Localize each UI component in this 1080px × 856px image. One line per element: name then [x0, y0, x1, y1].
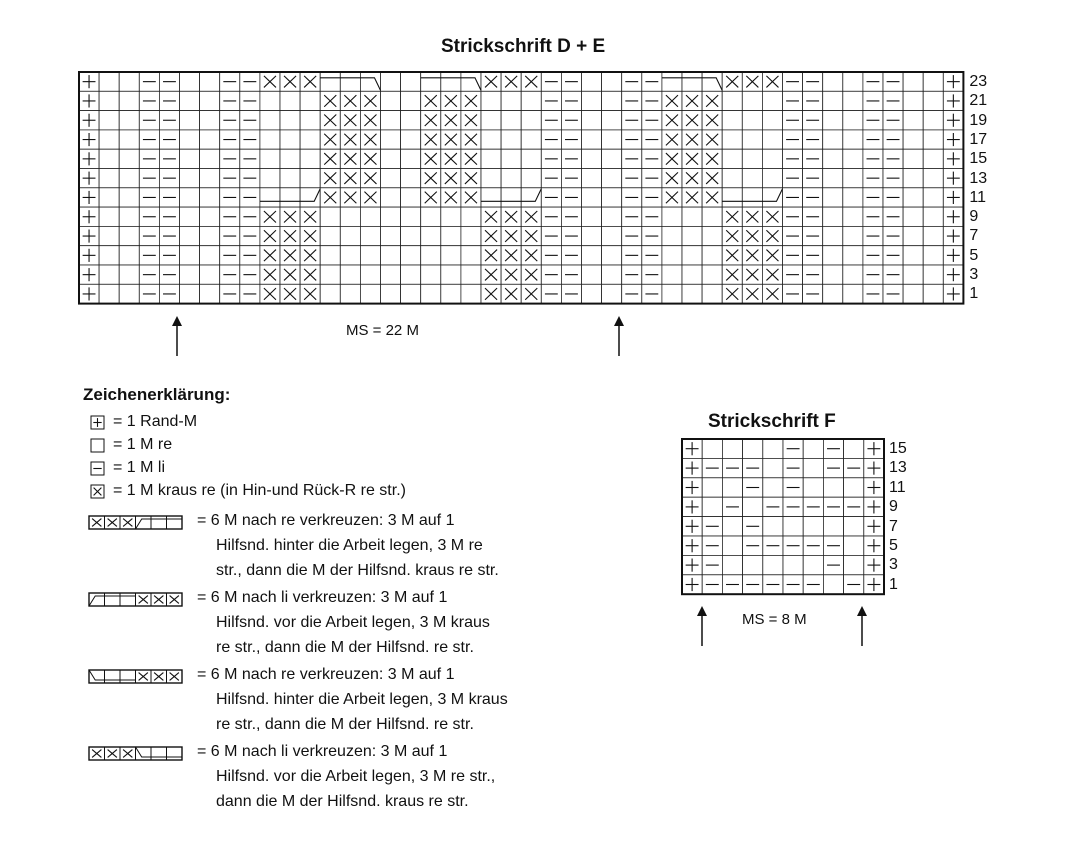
cable-right-garter-front-icon [89, 516, 182, 529]
chart-f-row-number: 5 [889, 537, 898, 554]
chart-d-row-number: 11 [969, 188, 986, 206]
chart-f-row-number: 11 [889, 478, 906, 496]
chart-d-row-number: 3 [969, 266, 979, 283]
legend-cable-text: = 6 M nach li verkreuzen: 3 M auf 1 [197, 589, 448, 606]
knit-stitch-icon [91, 439, 104, 452]
cable-right-plain-back-icon [89, 670, 182, 683]
legend-title: Zeichenerklärung: [83, 385, 231, 404]
chart-f-row-number: 13 [889, 459, 907, 477]
chart-d-row-number: 9 [969, 208, 979, 226]
chart-d-row-number: 19 [969, 111, 988, 129]
chart-d-row-number: 15 [969, 150, 988, 168]
legend-cable-text: Hilfsnd. vor die Arbeit legen, 3 M kraus [216, 614, 490, 631]
chart-d-row-number: 5 [969, 246, 979, 264]
legend-item-text: = 1 M re [113, 436, 173, 453]
legend-cable-text: str., dann die M der Hilfsnd. kraus re str. [216, 562, 499, 579]
chart-f-row-number: 15 [889, 440, 907, 457]
legend-cable-text: dann die M der Hilfsnd. kraus re str. [216, 793, 469, 810]
chart-d-row-number: 7 [969, 227, 979, 245]
chart-f-repeat-label: MS = 8 M [742, 611, 807, 628]
chart-d-row-number: 17 [969, 130, 988, 148]
chart-f-row-number: 1 [889, 575, 898, 593]
cable-left-plain-front-icon [89, 593, 182, 606]
legend-cable-text: re str., dann die M der Hilfsnd. re str. [216, 639, 474, 656]
chart-f-title: Strickschrift F [708, 411, 836, 432]
chart-d-row-number: 23 [969, 73, 988, 90]
legend-cable-text: Hilfsnd. hinter die Arbeit legen, 3 M kraus [216, 691, 508, 708]
legend-cable-text: = 6 M nach re verkreuzen: 3 M auf 1 [197, 512, 455, 529]
chart-f-row-number: 3 [889, 556, 898, 574]
chart-f-row-number: 7 [889, 517, 898, 535]
edge-stitch-icon [91, 416, 104, 429]
cable-left-garter-back-icon [89, 747, 182, 760]
chart-d-row-number: 1 [969, 285, 979, 303]
legend-item-text: = 1 M li [113, 459, 166, 476]
legend-item-text: = 1 M kraus re (in Hin-und Rück-R re str.) [113, 482, 406, 499]
chart-d-row-number: 21 [969, 92, 988, 110]
legend-cable-text: Hilfsnd. hinter die Arbeit legen, 3 M re [216, 537, 483, 554]
legend-cable-text: = 6 M nach re verkreuzen: 3 M auf 1 [197, 666, 455, 683]
legend-cable-text: Hilfsnd. vor die Arbeit legen, 3 M re str., [216, 768, 496, 785]
purl-stitch-icon [91, 462, 104, 475]
legend-cable-text: = 6 M nach li verkreuzen: 3 M auf 1 [197, 743, 448, 760]
chart-d-title: Strickschrift D + E [441, 36, 606, 57]
chart-d-repeat-label: MS = 22 M [346, 322, 419, 339]
chart-d-row-number: 13 [969, 169, 988, 187]
chart-f-row-number: 9 [889, 498, 898, 516]
legend-item-text: = 1 Rand-M [113, 413, 198, 430]
garter-knit-stitch-icon [91, 485, 104, 498]
legend-cable-text: re str., dann die M der Hilfsnd. re str. [216, 716, 474, 733]
